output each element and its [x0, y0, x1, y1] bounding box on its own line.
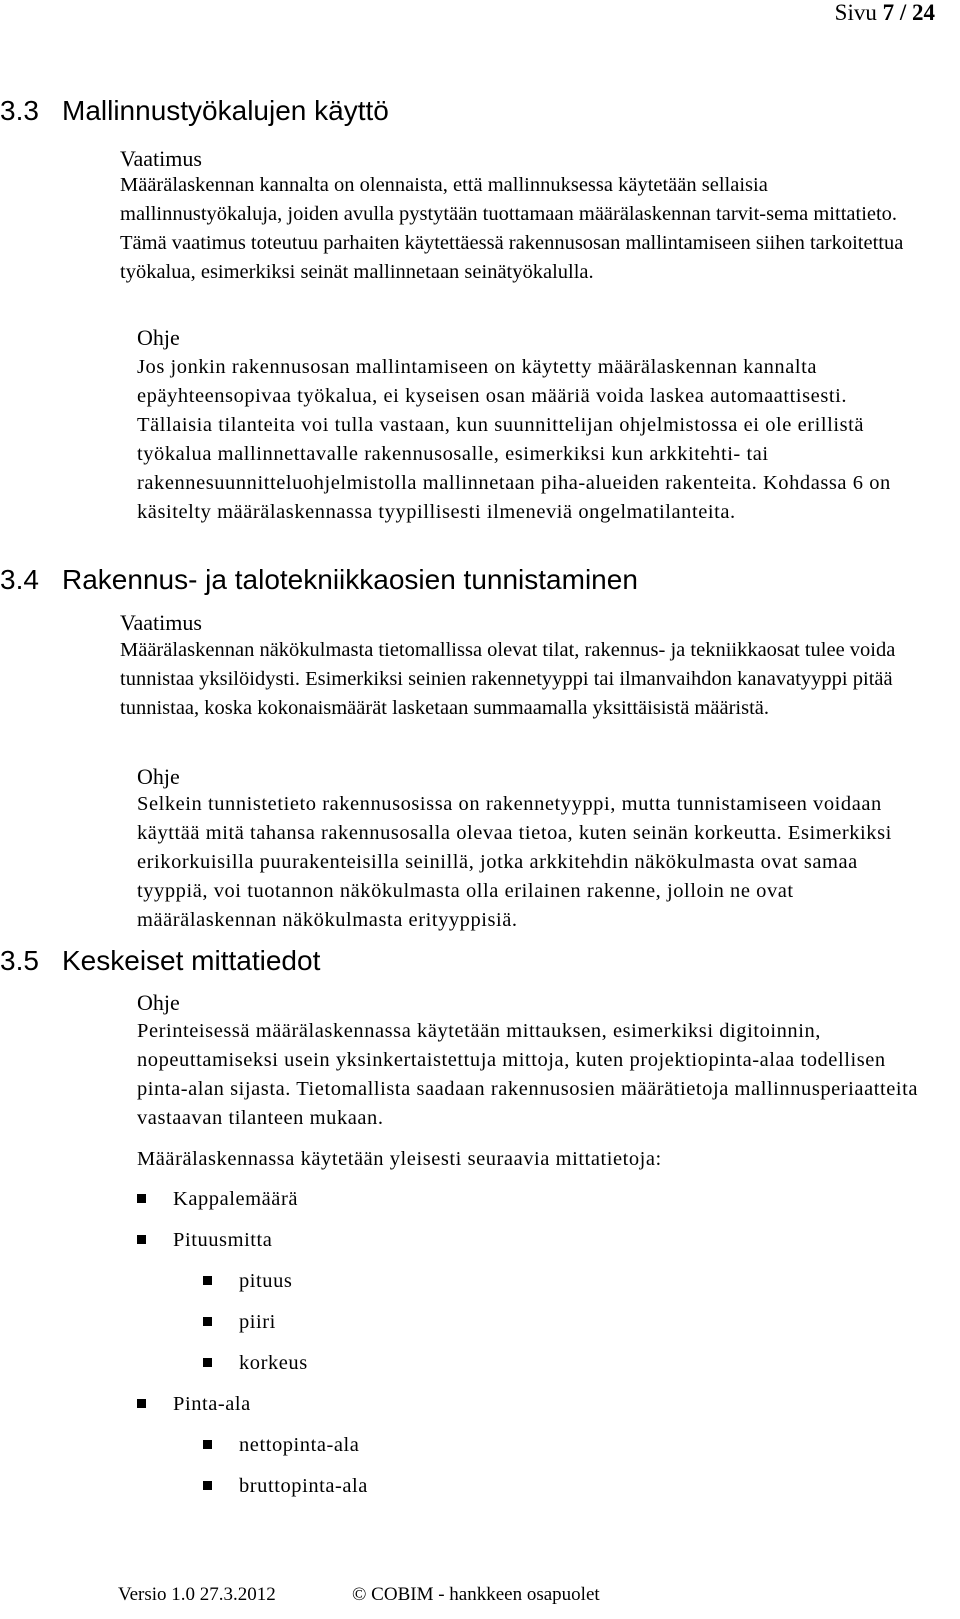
list-item	[137, 1391, 368, 1417]
guidance-text: Selkein tunnistetieto rakennusosissa on rakennetyyppi, mutta tunnistamiseen voidaan käyttää mitä tahansa rakennusosalla olevaa tietoa, kuten seinän korkeutta. Esimerkiksi erikorkuisilla puurakenteisilla seinillä, jotka arkkitehdin näkökulmasta ovat samaa tyyppiä, voi tuotannon näkökulmasta olla erilainen rakenne, jolloin ne ovat määrälaskennan näkökulmasta erityyppisiä.	[137, 793, 892, 931]
section-number: 3.3	[0, 95, 39, 126]
measurement-list	[137, 1186, 368, 1514]
bullet-square-icon	[203, 1440, 212, 1449]
section-title: Keskeiset mittatiedot	[62, 945, 321, 976]
list-subitem-label: bruttopinta-ala	[239, 1475, 368, 1497]
bullet-square-icon	[203, 1358, 212, 1367]
list-subitem	[203, 1432, 368, 1458]
list-subitem-label: korkeus	[239, 1352, 308, 1374]
guidance-label: Ohje	[137, 325, 180, 350]
section-number: 3.4	[0, 564, 39, 595]
list-subitem	[203, 1268, 368, 1294]
page-number	[835, 0, 935, 26]
bullet-square-icon	[203, 1481, 212, 1490]
page-separator: /	[894, 0, 912, 25]
bullet-square-icon	[137, 1399, 146, 1408]
list-item	[137, 1186, 368, 1212]
section-title: Mallinnustyökalujen käyttö	[62, 95, 389, 126]
section-heading-3-3	[0, 94, 389, 128]
list-item-label: Pinta-ala	[173, 1393, 251, 1415]
requirement-text: Määrälaskennan näkökulmasta tietomallissa olevat tilat, rakennus- ja tekniikkaosat tulee voida tunnistaa yksilöidysti. Esimerkiksi seinien rakennetyyppi tai ilmanvaihdon kanavatyyppi pitää tunnistaa, koska kokonaismäärät lasketaan summaamalla yksittäisistä määristä.	[120, 639, 896, 719]
requirement-text: Määrälaskennan kannalta on olennaista, että mallinnuksessa käytetään sellaisia mallinnustyökaluja, joiden avulla pystytään tuottamaan määrälaskennan tarvit-sema mittatieto. Tämä vaatimus toteutuu parhaiten käytettäessä rakennusosan mallintamiseen siihen tarkoitettua työkalua, esimerkiksi seinät mallinnetaan seinätyökalulla.	[120, 174, 904, 283]
page-current: 7	[882, 0, 895, 25]
guidance-label: Ohje	[137, 764, 180, 789]
footer-copyright: © COBIM - hankkeen osapuolet	[352, 1584, 600, 1605]
page-total: 24	[912, 0, 935, 25]
list-item-label: Kappalemäärä	[173, 1188, 298, 1210]
section-title: Rakennus- ja talotekniikkaosien tunnistaminen	[62, 564, 638, 595]
list-subitem-label: piiri	[239, 1311, 276, 1333]
bullet-square-icon	[137, 1235, 146, 1244]
list-subitem-label: pituus	[239, 1270, 293, 1292]
list-subitem-label: nettopinta-ala	[239, 1434, 360, 1456]
list-item	[137, 1227, 368, 1253]
guidance-text: Perinteisessä määrälaskennassa käytetään mittauksen, esimerkiksi digitoinnin, nopeuttamiseksi usein yksinkertaistettuja mittoja, kuten projektiopinta-alaa todellisen pinta-alan sijasta. Tietomallista saadaan rakennusosien määrätietoja mallinnusperiaatteita vastaavan tilanteen mukaan.	[137, 1020, 919, 1129]
list-intro: Määrälaskennassa käytetään yleisesti seuraavia mittatietoja:	[137, 1148, 662, 1170]
bullet-square-icon	[203, 1317, 212, 1326]
requirement-label: Vaatimus	[120, 146, 202, 171]
list-subitem	[203, 1473, 368, 1499]
list-subitem	[203, 1350, 368, 1376]
list-item-label: Pituusmitta	[173, 1229, 273, 1251]
page-prefix: Sivu	[834, 0, 883, 25]
section-heading-3-5	[0, 944, 320, 978]
guidance-label: Ohje	[137, 990, 180, 1015]
footer-version: Versio 1.0 27.3.2012	[118, 1584, 276, 1605]
requirement-label: Vaatimus	[120, 610, 202, 635]
guidance-text: Jos jonkin rakennusosan mallintamiseen on käytetty määrälaskennan kannalta epäyhteensopivaa työkalua, ei kyseisen osan määriä voida laskea automaattisesti. Tällaisia tilanteita voi tulla vastaan, kun suunnittelijan ohjelmistossa ei ole erillistä työkalua mallinnettavalle rakennusosalle, esimerkiksi kun arkkitehti- tai rakennesuunnitteluohjelmistolla mallinnetaan piha-alueiden rakenteita. Kohdassa 6 on käsitelty määrälaskennassa tyypillisesti ilmeneviä ongelmatilanteita.	[137, 356, 891, 523]
section-number: 3.5	[0, 945, 39, 976]
bullet-square-icon	[203, 1276, 212, 1285]
section-heading-3-4	[0, 563, 638, 597]
list-subitem	[203, 1309, 368, 1335]
bullet-square-icon	[137, 1194, 146, 1203]
